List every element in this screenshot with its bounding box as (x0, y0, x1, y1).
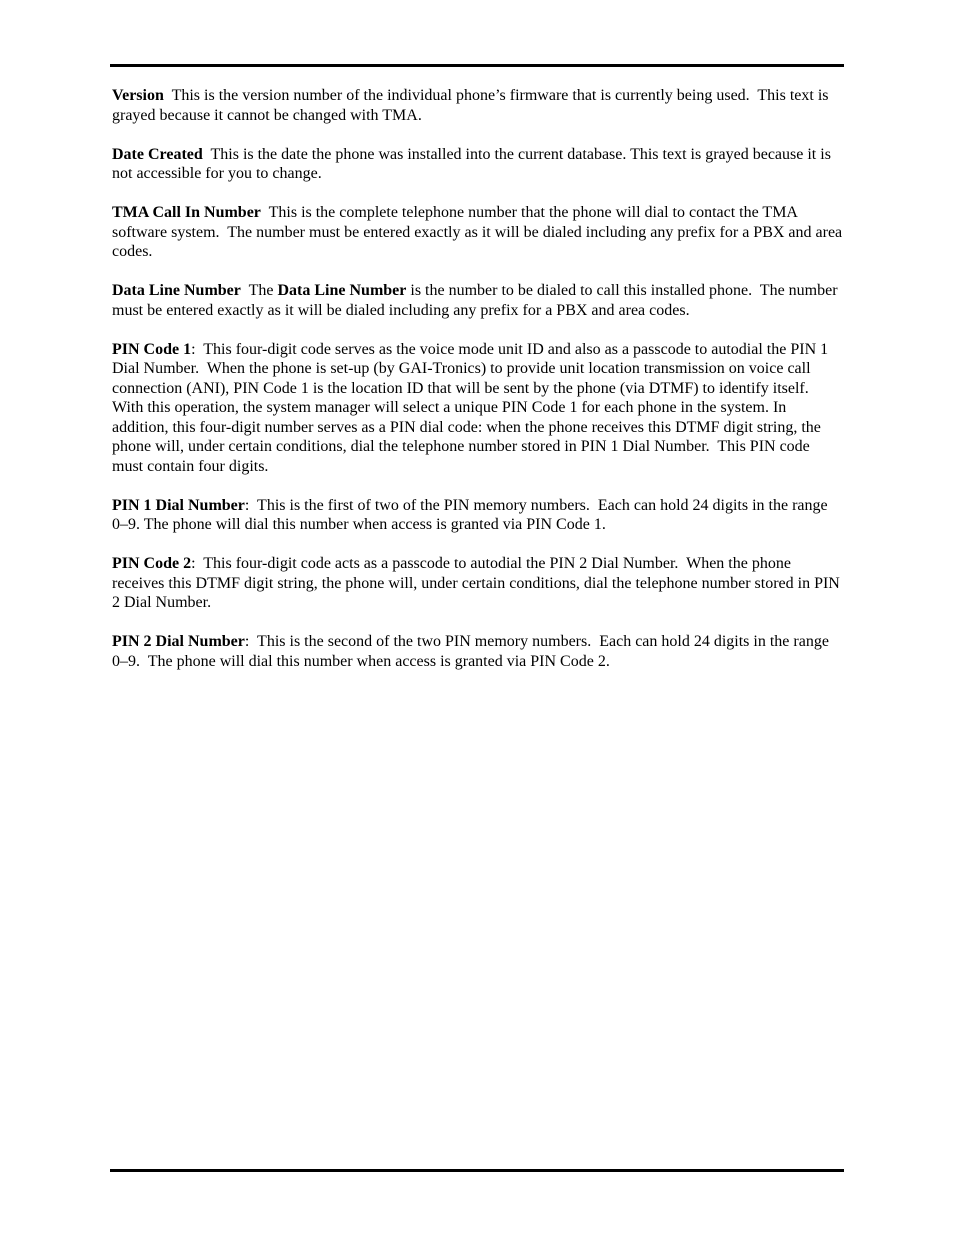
inline-term-data-line-number: Data Line Number (277, 282, 407, 299)
paragraph-pin-code-2 (112, 554, 844, 613)
description-pin-2-dial-number: : This is the second of the two PIN memory numbers. Each can hold 24 digits in the range 0–9. The phone will dial this number when access is granted via PIN Code 2. (112, 633, 833, 670)
header-rule (110, 64, 844, 67)
paragraph-pin-1-dial-number (112, 496, 844, 535)
footer-rule (110, 1169, 844, 1172)
description-date-created: This is the date the phone was installed into the current database. This text is grayed because it is not accessible for you to change. (112, 145, 835, 182)
term-version: Version (112, 87, 164, 104)
description-version: This is the version number of the individual phone’s firmware that is currently being used. This text is grayed because it cannot be changed with TMA. (112, 87, 833, 124)
description-data-line-number: is the number to be dialed to call this installed phone. The number must be entered exactly as it will be dialed including any prefix for a PBX and area codes. (112, 282, 842, 319)
paragraph-date-created (112, 145, 844, 184)
term-pin-2-dial-number: PIN 2 Dial Number (112, 633, 245, 650)
description-data-line-number-prefix: The (240, 282, 278, 299)
term-pin-code-1: PIN Code 1 (112, 340, 192, 358)
paragraph-data-line-number (112, 281, 844, 320)
document-body (112, 86, 847, 691)
term-data-line-number: Data Line Number (112, 282, 241, 299)
description-pin-1-dial-number: : This is the first of two of the PIN memory numbers. Each can hold 24 digits in the range 0–9. The phone will dial this number when access is granted via PIN Code 1. (112, 496, 832, 533)
paragraph-pin-code-1 (112, 340, 844, 477)
term-date-created: Date Created (112, 145, 203, 163)
description-tma-call-in-number: This is the complete telephone number that the phone will dial to contact the TMA software system. The number must be entered exactly as it will be dialed including any prefix for a PBX and area codes. (112, 204, 847, 260)
term-pin-1-dial-number: PIN 1 Dial Number (112, 496, 245, 514)
description-pin-code-1: : This four-digit code serves as the voice mode unit ID and also as a passcode to autodial the PIN 1 Dial Number. When the phone is set-up (by GAI-Tronics) to provide unit location transmission on voice call connection (ANI), PIN Code 1 is the location ID that will be sent by the phone (via DTMF) to identify itself. With this operation, the system manager will select a unique PIN Code 1 for each phone in the system. In addition, this four-digit number serves as a PIN dial code: when the phone receives this DTMF digit string, the phone will, under certain conditions, dial the telephone number stored in PIN 1 Dial Number. This PIN code must contain four digits. (112, 340, 833, 475)
term-pin-code-2: PIN Code 2 (112, 555, 192, 572)
term-tma-call-in-number: TMA Call In Number (112, 204, 261, 221)
paragraph-version (112, 86, 844, 125)
description-pin-code-2: : This four-digit code acts as a passcode to autodial the PIN 2 Dial Number. When the phone receives this DTMF digit string, the phone will, under certain conditions, dial the telephone number stored in PIN 2 Dial Number. (112, 555, 844, 611)
paragraph-pin-2-dial-number (112, 632, 844, 671)
paragraph-tma-call-in-number (112, 203, 847, 262)
